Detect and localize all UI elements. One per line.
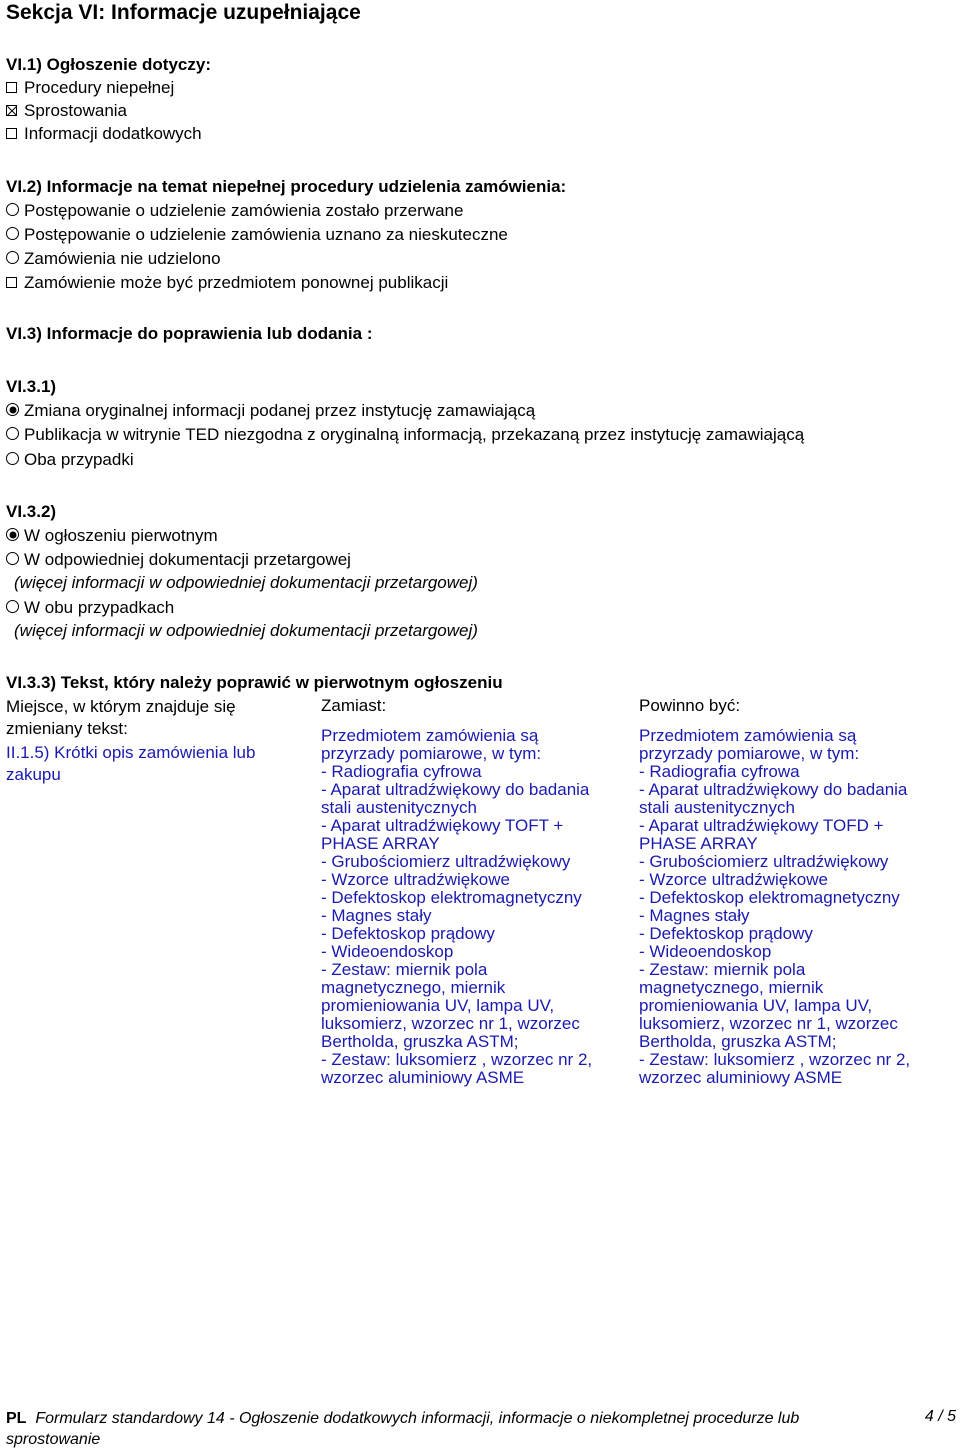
col3-text: Przedmiotem zamówienia są przyrzady pomiarowe, w tym: - Radiografia cyfrowa - Aparat ultradźwiękowy do badania stali austenitycznych - Aparat ultradźwiękowy TOFD + PHASE ARRAY - Grubościomierz ultradźwiękowy - Wzorce ultradźwiękowe - Defektoskop elektromagnetyczny - Magnes stały - Defektoskop prądowy - Wideoendoskop - Zestaw: miernik pola magnetycznego, miernik promieniowania UV, lampa UV, luksomierz, wzorzec nr 1, wzorzec Bertholda, gruszka ASTM; - Zestaw: luksomierz , wzorzec nr 2, wzorzec aluminiowy ASME bbox=[639, 726, 911, 1087]
vi3-heading: VI.3) Informacje do poprawienia lub dodania : bbox=[6, 324, 373, 343]
option-label: Procedury niepełnej bbox=[24, 78, 175, 97]
vi1-option-sprostowania bbox=[6, 101, 127, 121]
footer-lang: PL bbox=[6, 1410, 27, 1427]
vi2-option-przerwane bbox=[6, 201, 463, 221]
vi1-option-procedury bbox=[6, 78, 174, 98]
vi31-option-publikacja bbox=[6, 425, 804, 445]
option-label: W obu przypadkach bbox=[24, 598, 175, 617]
checkbox-icon bbox=[6, 128, 17, 139]
footer-form-title bbox=[6, 1408, 886, 1450]
radio-icon bbox=[6, 427, 19, 440]
radio-icon bbox=[6, 552, 19, 565]
option-label: Publikacja w witrynie TED niezgodna z oryginalną informacją, przekazaną przez instytucję zamawiającą bbox=[24, 425, 805, 444]
col3-label: Powinno być: bbox=[639, 696, 741, 715]
vi31-option-zmiana bbox=[6, 401, 535, 421]
checkbox-icon bbox=[6, 82, 17, 93]
radio-icon bbox=[6, 227, 19, 240]
col2-text: Przedmiotem zamówienia są przyrzady pomiarowe, w tym: - Radiografia cyfrowa - Aparat ultradźwiękowy do badania stali austenitycznych - Aparat ultradźwiękowy TOFT + PHASE ARRAY - Grubościomierz ultradźwiękowy - Wzorce ultradźwiękowe - Defektoskop elektromagnetyczny - Magnes stały - Defektoskop prądowy - Wideoendoskop - Zestaw: miernik pola magnetycznego, miernik promieniowania UV, lampa UV, luksomierz, wzorzec nr 1, wzorzec Bertholda, gruszka ASTM; - Zestaw: luksomierz , wzorzec nr 2, wzorzec aluminiowy ASME bbox=[321, 726, 593, 1087]
option-label: W odpowiedniej dokumentacji przetargowej bbox=[24, 550, 351, 569]
col1-value: II.1.5) Krótki opis zamówienia lub zakupu bbox=[6, 743, 256, 784]
radio-icon bbox=[6, 452, 19, 465]
option-label: Sprostowania bbox=[24, 101, 128, 120]
vi33-heading: VI.3.3) Tekst, który należy poprawić w pierwotnym ogłoszeniu bbox=[6, 673, 503, 692]
vi32-note-1: (więcej informacji w odpowiedniej dokumentacji przetargowej) bbox=[14, 573, 478, 592]
vi2-option-nieskuteczne bbox=[6, 225, 508, 245]
checked-checkbox-icon bbox=[6, 105, 17, 116]
vi2-option-ponownej-publikacji bbox=[6, 273, 448, 293]
radio-icon bbox=[6, 203, 19, 216]
col1-label: Miejsce, w którym znajduje się zmieniany tekst: bbox=[6, 697, 236, 738]
option-label: Zamówienie może być przedmiotem ponownej publikacji bbox=[24, 273, 449, 292]
vi31-label: VI.3.1) bbox=[6, 377, 57, 396]
option-label: Zmiana oryginalnej informacji podanej przez instytucję zamawiającą bbox=[24, 401, 536, 420]
vi2-option-nie-udzielono bbox=[6, 249, 221, 269]
vi1-heading: VI.1) Ogłoszenie dotyczy: bbox=[6, 55, 211, 74]
option-label: Postępowanie o udzielenie zamówienia uznano za nieskuteczne bbox=[24, 225, 508, 244]
vi2-heading: VI.2) Informacje na temat niepełnej procedury udzielenia zamówienia: bbox=[6, 177, 567, 196]
section-title: Sekcja VI: Informacje uzupełniające bbox=[6, 1, 361, 24]
radio-icon bbox=[6, 600, 19, 613]
vi1-option-informacji bbox=[6, 124, 202, 144]
selected-radio-icon bbox=[6, 528, 19, 541]
option-label: Zamówienia nie udzielono bbox=[24, 249, 221, 268]
vi32-option-pierwotnym bbox=[6, 526, 218, 546]
option-label: W ogłoszeniu pierwotnym bbox=[24, 526, 218, 545]
radio-icon bbox=[6, 251, 19, 264]
vi31-option-oba bbox=[6, 450, 134, 470]
vi32-label: VI.3.2) bbox=[6, 502, 57, 521]
selected-radio-icon bbox=[6, 403, 19, 416]
checkbox-icon bbox=[6, 277, 17, 288]
option-label: Postępowanie o udzielenie zamówienia zostało przerwane bbox=[24, 201, 464, 220]
vi32-option-dokumentacji bbox=[6, 550, 351, 570]
vi32-option-obu bbox=[6, 598, 174, 618]
col2-label: Zamiast: bbox=[321, 696, 387, 715]
option-label: Informacji dodatkowych bbox=[24, 124, 202, 143]
footer-title: Formularz standardowy 14 - Ogłoszenie dodatkowych informacji, informacje o niekompletnej procedurze lub sprostowanie bbox=[6, 1410, 800, 1448]
option-label: Oba przypadki bbox=[24, 450, 134, 469]
vi32-note-2: (więcej informacji w odpowiedniej dokumentacji przetargowej) bbox=[14, 621, 478, 640]
footer-page-number: 4 / 5 bbox=[924, 1408, 956, 1425]
